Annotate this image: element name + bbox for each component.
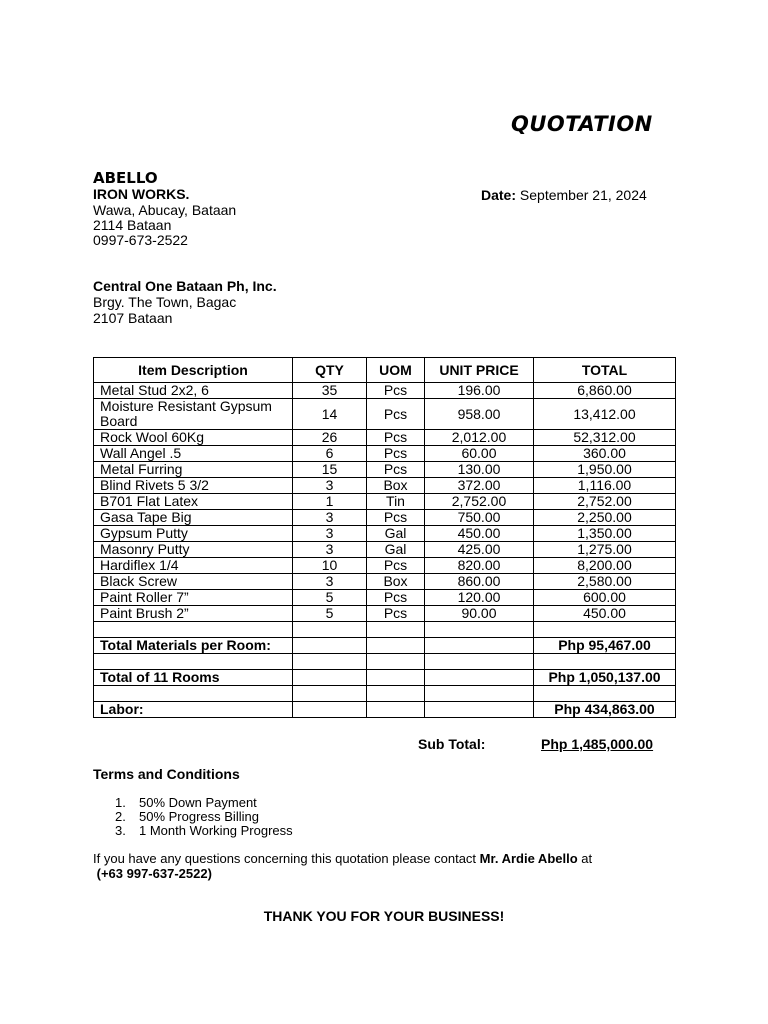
cell-uom: Gal	[367, 526, 425, 542]
cell-uom: Box	[367, 478, 425, 494]
cell-qty: 3	[293, 510, 367, 526]
cell-total: 1,116.00	[534, 478, 676, 494]
cell-uom: Pcs	[367, 510, 425, 526]
cell-uom: Pcs	[367, 430, 425, 446]
cell-uom: Pcs	[367, 558, 425, 574]
summary-row-materials	[94, 638, 676, 654]
cell-description: Rock Wool 60Kg	[94, 430, 293, 446]
list-item	[115, 824, 293, 838]
cell-uom: Pcs	[367, 590, 425, 606]
cell-description: B701 Flat Latex	[94, 494, 293, 510]
summary-value: Php 1,050,137.00	[534, 670, 676, 686]
table-row	[94, 542, 676, 558]
cell-uom: Tin	[367, 494, 425, 510]
list-text: 1 Month Working Progress	[139, 823, 293, 838]
client-name: Central One Bataan Ph, Inc.	[93, 278, 277, 294]
cell-description: Hardiflex 1/4	[94, 558, 293, 574]
cell-total: 360.00	[534, 446, 676, 462]
cell-total: 1,275.00	[534, 542, 676, 558]
table-row	[94, 510, 676, 526]
cell-qty: 5	[293, 606, 367, 622]
cell-unit-price: 60.00	[425, 446, 534, 462]
subtotal-value: Php 1,485,000.00	[541, 736, 654, 752]
items-table	[93, 357, 676, 718]
table-row	[94, 574, 676, 590]
cell-description: Metal Furring	[94, 462, 293, 478]
cell-total: 13,412.00	[534, 399, 676, 430]
terms-list	[115, 796, 293, 838]
empty-row	[94, 622, 676, 638]
summary-row-rooms	[94, 670, 676, 686]
cell-unit-price: 2,752.00	[425, 494, 534, 510]
summary-label: Total of 11 Rooms	[94, 670, 293, 686]
cell-description: Paint Roller 7”	[94, 590, 293, 606]
cell-unit-price: 820.00	[425, 558, 534, 574]
cell-description: Black Screw	[94, 574, 293, 590]
cell-qty: 35	[293, 383, 367, 399]
table-row	[94, 430, 676, 446]
cell-qty: 6	[293, 446, 367, 462]
thank-you-message: THANK YOU FOR YOUR BUSINESS!	[263, 908, 505, 924]
table-row	[94, 478, 676, 494]
cell-qty: 3	[293, 526, 367, 542]
summary-row-labor	[94, 702, 676, 718]
terms-title: Terms and Conditions	[93, 766, 240, 782]
cell-total: 2,752.00	[534, 494, 676, 510]
table-row	[94, 462, 676, 478]
cell-total: 6,860.00	[534, 383, 676, 399]
cell-unit-price: 2,012.00	[425, 430, 534, 446]
contact-text: If you have any questions concerning this quotation please contact	[93, 851, 477, 866]
empty-row	[94, 686, 676, 702]
company-subname: IRON WORKS.	[93, 186, 190, 202]
header-uom: UOM	[367, 358, 425, 383]
summary-label: Labor:	[94, 702, 293, 718]
cell-description: Metal Stud 2x2, 6	[94, 383, 293, 399]
cell-total: 600.00	[534, 590, 676, 606]
contact-phone: (+63 997-637-2522)	[96, 866, 212, 881]
cell-qty: 3	[293, 574, 367, 590]
cell-unit-price: 425.00	[425, 542, 534, 558]
list-number: 2.	[115, 809, 126, 824]
list-item	[115, 796, 293, 810]
cell-qty: 3	[293, 542, 367, 558]
cell-total: 8,200.00	[534, 558, 676, 574]
list-text: 50% Down Payment	[139, 795, 257, 810]
client-address-line2: 2107 Bataan	[93, 310, 173, 326]
list-item	[115, 810, 293, 824]
table-row	[94, 446, 676, 462]
cell-qty: 26	[293, 430, 367, 446]
cell-unit-price: 860.00	[425, 574, 534, 590]
cell-uom: Pcs	[367, 446, 425, 462]
date-block	[481, 187, 647, 203]
contact-person: Mr. Ardie Abello	[479, 851, 578, 866]
summary-value: Php 434,863.00	[534, 702, 676, 718]
header-qty: QTY	[293, 358, 367, 383]
cell-qty: 15	[293, 462, 367, 478]
cell-description: Paint Brush 2”	[94, 606, 293, 622]
cell-description: Masonry Putty	[94, 542, 293, 558]
company-phone: 0997-673-2522	[93, 232, 188, 248]
cell-qty: 5	[293, 590, 367, 606]
subtotal-label: Sub Total:	[418, 736, 486, 752]
document-title: QUOTATION	[511, 112, 653, 136]
cell-total: 52,312.00	[534, 430, 676, 446]
table-row	[94, 494, 676, 510]
company-name: ABELLO	[93, 169, 158, 187]
table-row	[94, 383, 676, 399]
cell-uom: Pcs	[367, 462, 425, 478]
company-address-line1: Wawa, Abucay, Bataan	[93, 202, 237, 218]
cell-uom: Box	[367, 574, 425, 590]
cell-uom: Pcs	[367, 399, 425, 430]
cell-uom: Pcs	[367, 606, 425, 622]
client-address-line1: Brgy. The Town, Bagac	[93, 294, 237, 310]
cell-qty: 3	[293, 478, 367, 494]
cell-unit-price: 958.00	[425, 399, 534, 430]
empty-row	[94, 654, 676, 670]
cell-total: 450.00	[534, 606, 676, 622]
list-text: 50% Progress Billing	[139, 809, 259, 824]
summary-value: Php 95,467.00	[534, 638, 676, 654]
date-label: Date:	[481, 187, 517, 203]
table-header-row	[94, 358, 676, 383]
cell-unit-price: 750.00	[425, 510, 534, 526]
cell-description: Gasa Tape Big	[94, 510, 293, 526]
cell-total: 2,580.00	[534, 574, 676, 590]
header-unit-price: UNIT PRICE	[425, 358, 534, 383]
cell-total: 1,950.00	[534, 462, 676, 478]
table-row	[94, 606, 676, 622]
header-item-description: Item Description	[94, 358, 293, 383]
cell-uom: Gal	[367, 542, 425, 558]
cell-description: Blind Rivets 5 3/2	[94, 478, 293, 494]
cell-qty: 14	[293, 399, 367, 430]
cell-description: Wall Angel .5	[94, 446, 293, 462]
cell-unit-price: 450.00	[425, 526, 534, 542]
cell-unit-price: 90.00	[425, 606, 534, 622]
table-row	[94, 399, 676, 430]
contact-suffix: at	[581, 851, 593, 866]
table-row	[94, 526, 676, 542]
company-address-line2: 2114 Bataan	[93, 217, 172, 233]
date-value: September 21, 2024	[519, 187, 647, 203]
cell-unit-price: 372.00	[425, 478, 534, 494]
cell-description: Moisture Resistant Gypsum Board	[94, 399, 293, 430]
contact-paragraph	[93, 851, 592, 881]
header-total: TOTAL	[534, 358, 676, 383]
list-number: 3.	[115, 823, 126, 838]
list-number: 1.	[115, 795, 126, 810]
cell-unit-price: 120.00	[425, 590, 534, 606]
cell-unit-price: 130.00	[425, 462, 534, 478]
cell-total: 2,250.00	[534, 510, 676, 526]
cell-qty: 10	[293, 558, 367, 574]
table-row	[94, 558, 676, 574]
cell-unit-price: 196.00	[425, 383, 534, 399]
summary-label: Total Materials per Room:	[94, 638, 293, 654]
cell-uom: Pcs	[367, 383, 425, 399]
cell-qty: 1	[293, 494, 367, 510]
table-row	[94, 590, 676, 606]
cell-total: 1,350.00	[534, 526, 676, 542]
cell-description: Gypsum Putty	[94, 526, 293, 542]
